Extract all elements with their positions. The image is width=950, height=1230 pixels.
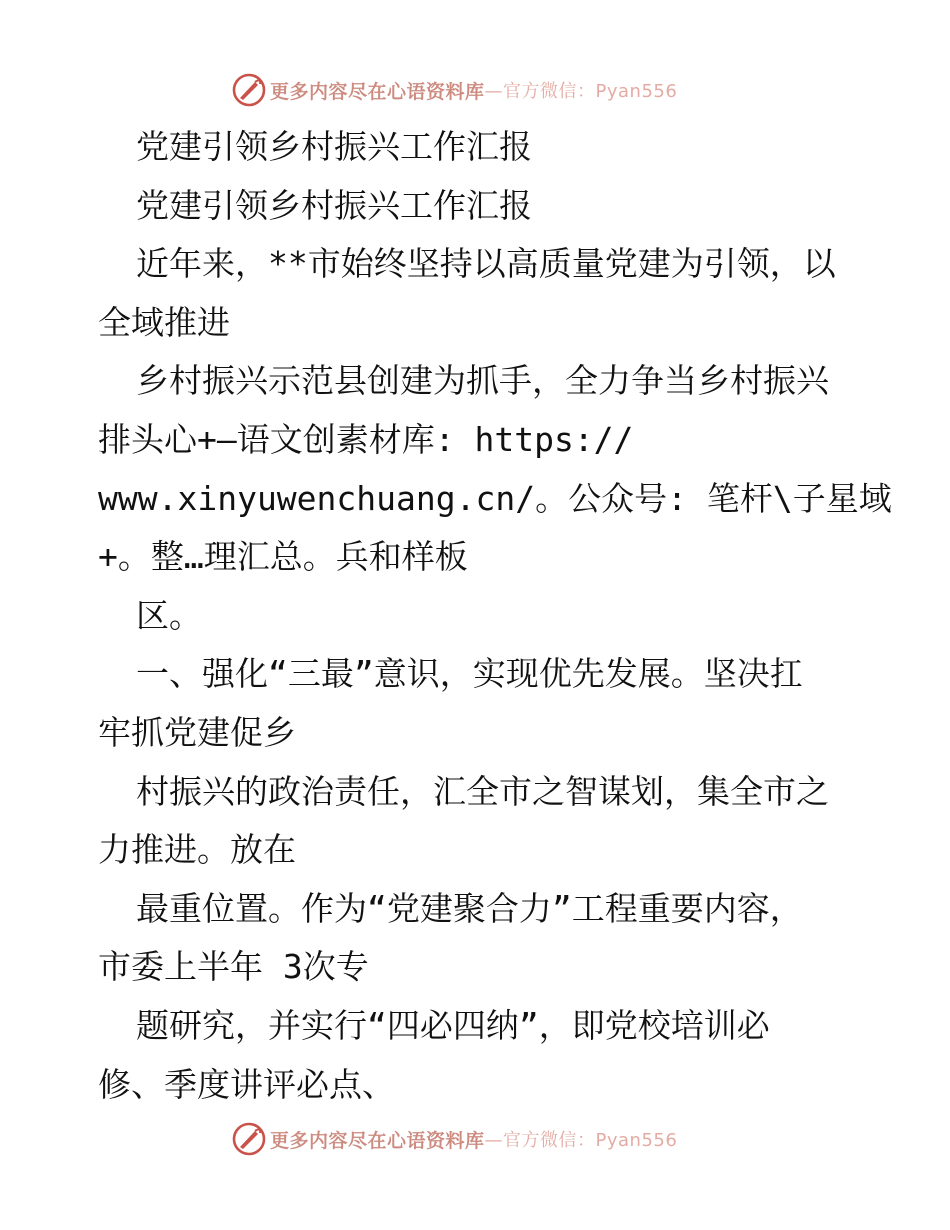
body-line: 村振兴的政治责任，汇全市之智谋划，集全市之 <box>136 771 829 811</box>
watermark-brand-text: 更多内容尽在心语资料库 <box>270 1129 485 1152</box>
document-body <box>98 118 892 1114</box>
body-line: www.xinyuwenchuang.cn/。公众号: 笔杆\子星域 <box>98 478 892 518</box>
body-line: 近年来，**市始终坚持以高质量党建为引领，以 <box>136 244 836 284</box>
quill-logo-icon <box>232 1122 266 1156</box>
body-line: 党建引领乡村振兴工作汇报 <box>136 185 532 225</box>
body-line: 区。 <box>136 595 202 635</box>
body-line: 一、强化“三最”意识，实现优先发展。坚决扛 <box>136 654 803 694</box>
body-line: 力推进。放在 <box>98 830 296 870</box>
body-line: 市委上半年 3次专 <box>98 947 369 987</box>
watermark-wechat-text: —官方微信：Pyan556 <box>484 81 678 102</box>
body-line: +。整…理汇总。兵和样板 <box>98 537 468 577</box>
watermark-wechat-text: —官方微信：Pyan556 <box>484 1130 678 1151</box>
body-line: 乡村振兴示范县创建为抓手，全力争当乡村振兴 <box>136 361 829 401</box>
body-line: 修、季度讲评必点、 <box>98 1064 395 1104</box>
body-line: 排头心+—语文创素材库: https:// <box>98 419 634 459</box>
body-line: 题研究，并实行“四必四纳”，即党校培训必 <box>136 1005 770 1045</box>
footer-watermark <box>232 1122 677 1156</box>
body-line: 牢抓党建促乡 <box>98 712 296 752</box>
body-line: 全域推进 <box>98 302 230 342</box>
watermark-brand-text: 更多内容尽在心语资料库 <box>270 80 485 103</box>
header-watermark <box>232 73 677 107</box>
quill-logo-icon <box>232 73 266 107</box>
body-line: 党建引领乡村振兴工作汇报 <box>136 127 532 166</box>
body-line: 最重位置。作为“党建聚合力”工程重要内容， <box>136 888 803 928</box>
